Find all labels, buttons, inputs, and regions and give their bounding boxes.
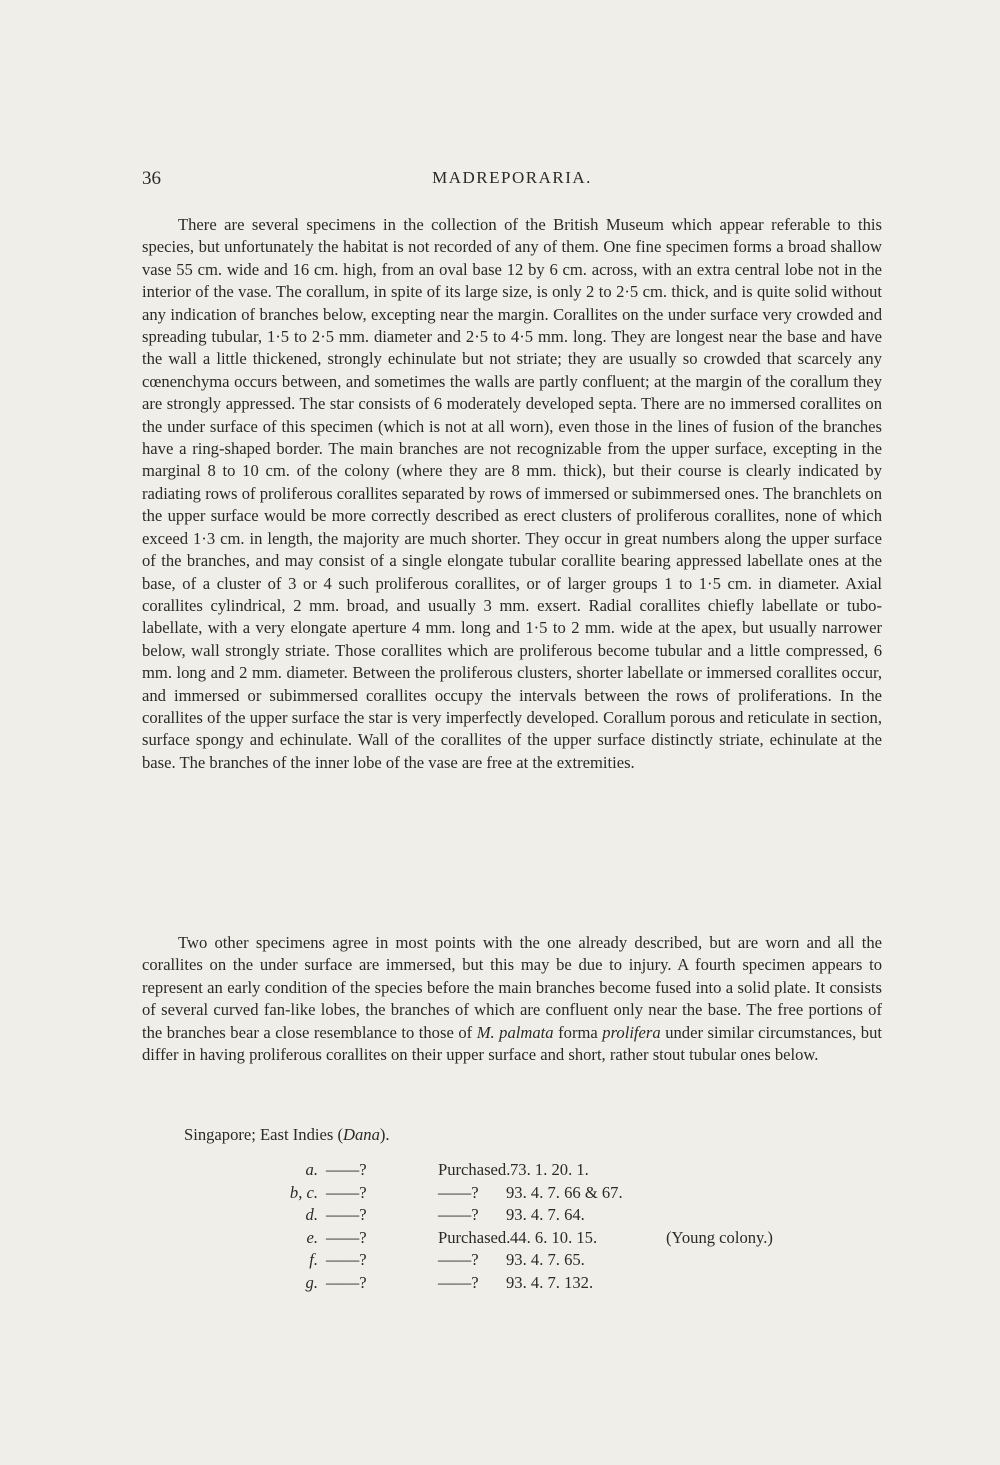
collector-name: Dana (343, 1125, 380, 1144)
specimen-locality-dash: ——? (326, 1205, 367, 1225)
specimen-row (142, 1160, 882, 1183)
specimen-locality-dash: ——? (326, 1272, 367, 1292)
specimen-register-number: 93. 4. 7. 132. (506, 1272, 594, 1292)
specimen-letter: g. (305, 1272, 318, 1292)
specimen-locality-dash: ——? (326, 1227, 367, 1247)
specimen-source: ——? (438, 1182, 479, 1202)
specimen-register-number: 73. 1. 20. 1. (510, 1160, 589, 1179)
specimen-row (142, 1228, 882, 1251)
specimen-source: Purchased. (438, 1227, 511, 1247)
specimen-letter: d. (305, 1205, 318, 1225)
specimen-register-number: 93. 4. 7. 64. (506, 1205, 585, 1225)
specimen-locality-dash: ——? (326, 1250, 367, 1270)
forma-name: prolifera (602, 1022, 661, 1042)
specimen-register-number: 44. 6. 10. 15. (510, 1227, 598, 1247)
specimen-note: (Young colony.) (666, 1227, 773, 1247)
paragraph-text: forma (553, 1022, 603, 1042)
specimen-row (142, 1183, 882, 1206)
running-head: MADREPORARIA. (432, 168, 592, 187)
locality-text: ). (379, 1125, 390, 1144)
specimen-locality-dash: ——? (326, 1182, 367, 1202)
specimen-source: ——? (438, 1250, 479, 1270)
specimen-register-number: 93. 4. 7. 66 & 67. (506, 1182, 623, 1202)
specimen-source: Purchased. (438, 1160, 511, 1179)
specimen-register-number: 93. 4. 7. 65. (506, 1250, 585, 1270)
specimen-row (142, 1250, 882, 1273)
page-number: 36 (142, 168, 161, 189)
paragraph-description: There are several specimens in the collection of the British Museum which appear referable to this species, but unfortunately the habitat is not recorded of any of them. One fine specimen forms a broad shallow vase 55 cm. wide and 16 cm. high, from an oval base 12 by 6 cm. across, with an extra central lobe not in the interior of the vase. The corallum, in spite of its large size, is only 2 to 2·5 cm. thick, and is quite solid without any indication of branches below, excepting near the margin. Corallites on the under surface very crowded and spreading tubular, 1·5 to 2·5 mm. diameter and 2·5 to 4·5 mm. long. They are longest near the base and have the wall a little thickened, strongly echinulate but not striate; they are usually so crowded that scarcely any cœnenchyma occurs between, and sometimes the walls are partly confluent; at the margin of the corallum they are strongly appressed. The star consists of 6 moderately developed septa. There are no immersed corallites on the under surface of this specimen (which is not at all worn), even those in the lines of fusion of the branches have a ring-shaped border. The main branches are not recognizable from the upper surface, excepting in the marginal 8 to 10 cm. of the colony (where they are 8 mm. thick), but their course is clearly indicated by radiating rows of proliferous corallites separated by rows of immersed or subimmersed ones. The branchlets on the upper surface would be more correctly described as erect clusters of proliferous corallites, none of which exceed 1·3 cm. in length, the majority are much shorter. They occur in great numbers along the upper surface of the branches, and may consist of a single elongate tubular corallite bearing appressed labellate ones at the base, of a cluster of 3 or 4 such proliferous corallites, or of larger groups 1 to 1·5 cm. in diameter. Axial corallites cylindrical, 2 mm. broad, and usually 3 mm. exsert. Radial corallites chiefly labellate or tubo-labellate, with a very elongate aperture 4 mm. long and 1·5 to 2 mm. wide at the apex, but usually narrower below, wall strongly striate. Those corallites which are proliferous become tubular and a little compressed, 6 mm. long and 2 mm. diameter. Between the proliferous clusters, shorter labellate or immersed corallites occur, and immersed or subimmersed corallites occupy the intervals between the rows of proliferations. In the corallites of the upper surface the star is very imperfectly developed. Corallum porous and reticulate in section, surface spongy and echinulate. Wall of the corallites of the upper surface distinctly striate, echinulate at the base. The branches of the inner lobe of the vase are free at the extremities. (142, 215, 882, 772)
paragraph-text: under similar circumstances, but differ in having proliferous corallites on their upper surface and short, rather stout tubular ones below. (142, 1022, 882, 1065)
specimen-source: ——? (438, 1205, 479, 1225)
locality-text: Singapore; East Indies ( (184, 1125, 343, 1144)
specimen-letter: b, c. (289, 1182, 318, 1202)
locality-line (184, 1125, 390, 1145)
page-header (142, 168, 882, 196)
specimen-letter: f. (309, 1250, 318, 1270)
specimen-letter: e. (306, 1227, 318, 1247)
species-name: M. palmata (476, 1022, 554, 1042)
specimen-row (142, 1273, 882, 1296)
specimen-list (142, 1160, 882, 1296)
specimen-locality-dash: ——? (326, 1160, 367, 1179)
specimen-source: ——? (438, 1272, 479, 1292)
paragraph-text: Two other specimens agree in most points with the one already described, but are worn and all the corallites on the under surface are immersed, but this may be due to injury. A fourth specimen appears to represent an early condition of the species before the main branches become fused into a solid plate. It consists of several curved fan-like lobes, the branches of which are confluent only near the base. The free portions of the branches bear a close resemblance to those of (142, 933, 882, 1042)
specimen-row (142, 1205, 882, 1228)
specimen-letter: a. (305, 1160, 318, 1179)
paragraph-other-specimens (142, 932, 882, 1066)
